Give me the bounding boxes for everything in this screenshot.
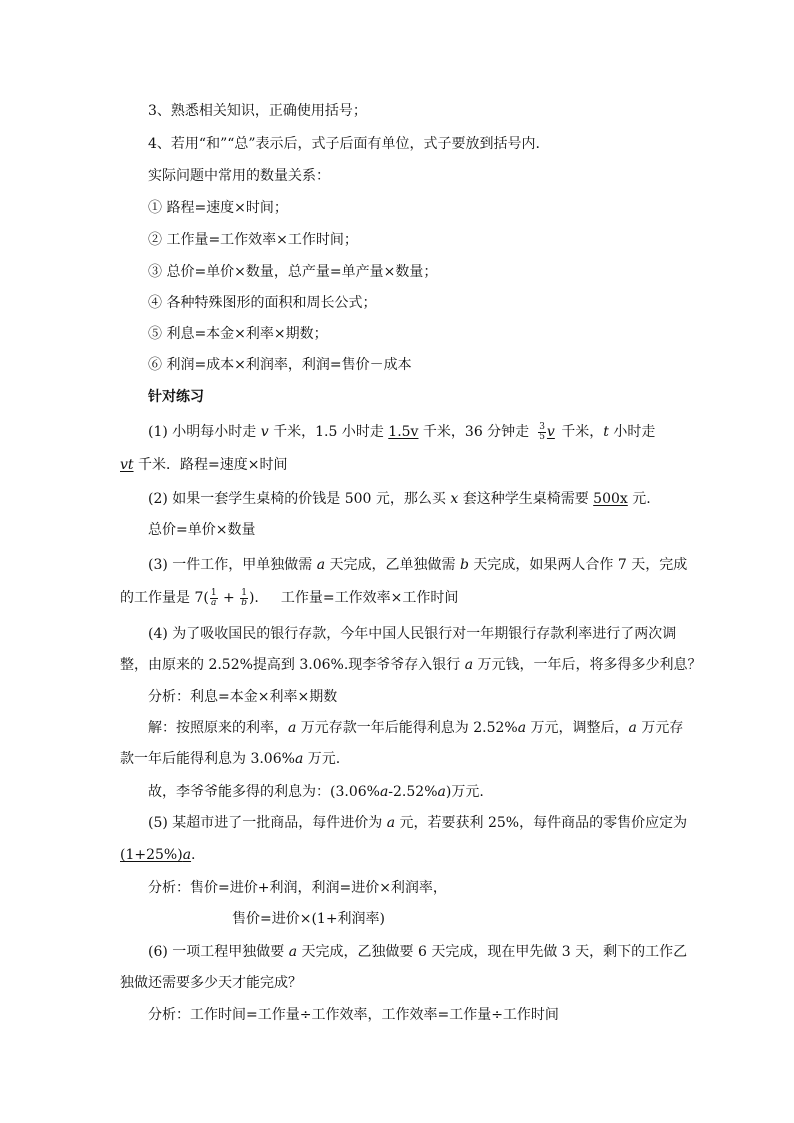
question-6-line-1: (6) 一项工程甲独做要 a 天完成，乙独做要 6 天完成，现在甲先做 3 天，剩下的工作乙 (148, 944, 688, 960)
question-6-line-2: 独做还需要多少天才能完成？ (120, 975, 302, 991)
relation-item: ⑥ 利润=成本×利润率，利润=售价－成本 (148, 357, 412, 373)
question-5-line-1: (5) 某超市进了一批商品，每件进价为 a 元，若要获利 25%，每件商品的零售价应定为 (148, 815, 688, 831)
relation-item: ① 路程=速度×时间； (148, 200, 288, 216)
relation-item: ② 工作量=工作效率×工作时间； (148, 232, 358, 248)
answer-blank: 500x (593, 491, 628, 507)
relations-heading: 实际问题中常用的数量关系： (148, 168, 330, 184)
relation-item: ⑤ 利息=本金×利率×期数； (148, 326, 328, 342)
question-6-analysis: 分析：工作时间=工作量÷工作效率，工作效率=工作量÷工作时间 (148, 1007, 559, 1023)
question-2-note: 总价=单价×数量 (148, 522, 256, 538)
question-4-conclusion: 故，李爷爷能多得的利息为：(3.06%a-2.52%a)万元. (148, 784, 484, 800)
question-4-solution-line-2: 款一年后能得利息为 3.06%a 万元. (120, 751, 341, 767)
fraction: $\frac{1}{b}$ (241, 587, 247, 608)
relation-item: ③ 总价=单价×数量，总产量=单产量×数量； (148, 264, 438, 280)
question-2: (2) 如果一套学生桌椅的价钱是 500 元，那么买 x 套这种学生桌椅需要 500x 元. (148, 491, 651, 507)
answer-blank: 1.5v (388, 424, 419, 440)
question-5-analysis-2: 售价=进价×(1+利润率) (232, 911, 386, 927)
question-5-line-2: (1+25%)a. (120, 847, 196, 863)
question-3-line-2: 的工作量是 7( $\frac{1}{a}$ + $\frac{1}{b}$ ). 工作量=工作效率×工作时间 (120, 587, 459, 608)
fraction: $\frac{1}{a}$ (210, 587, 217, 608)
question-5-analysis-1: 分析：售价=进价+利润，利润=进价×利润率， (148, 880, 447, 896)
question-4-analysis: 分析：利息=本金×利率×期数 (148, 689, 338, 705)
rule-4: 4、若用“和”“总”表示后，式子后面有单位，式子要放到括号内. (148, 136, 540, 152)
question-4-solution-line-1: 解：按照原来的利率，a 万元存款一年后能得利息为 2.52%a 万元，调整后，a 万元存 (148, 720, 684, 736)
practice-heading: 针对练习 (148, 389, 204, 405)
answer-blank: (1+25%)a (120, 847, 192, 863)
fraction: $\frac{3}{5}$ (539, 421, 545, 442)
answer-blank: vt (120, 457, 134, 473)
question-3-line-1: (3) 一件工作，甲单独做需 a 天完成，乙单独做需 b 天完成，如果两人合作 7 天，完成 (148, 557, 688, 573)
question-4-line-1: (4) 为了吸收国民的银行存款，今年中国人民银行对一年期银行存款利率进行了两次调 (148, 626, 677, 642)
question-4-line-2: 整，由原来的 2.52%提高到 3.06%.现李爷爷存入银行 a 万元钱，一年后，将多得多少利息？ (120, 657, 702, 673)
rule-3: 3、熟悉相关知识，正确使用括号； (148, 103, 367, 119)
question-1-line-1: (1) 小明每小时走 v 千米，1.5 小时走 1.5v 千米，36 分钟走 $\frac{3}{5}$ v 千米，t 小时走 (148, 421, 656, 442)
question-1-line-2: vt 千米．路程=速度×时间 (120, 457, 288, 473)
relation-item: ④ 各种特殊图形的面积和周长公式； (148, 295, 377, 311)
answer-blank: $\frac{3}{5}$ v (539, 421, 555, 442)
